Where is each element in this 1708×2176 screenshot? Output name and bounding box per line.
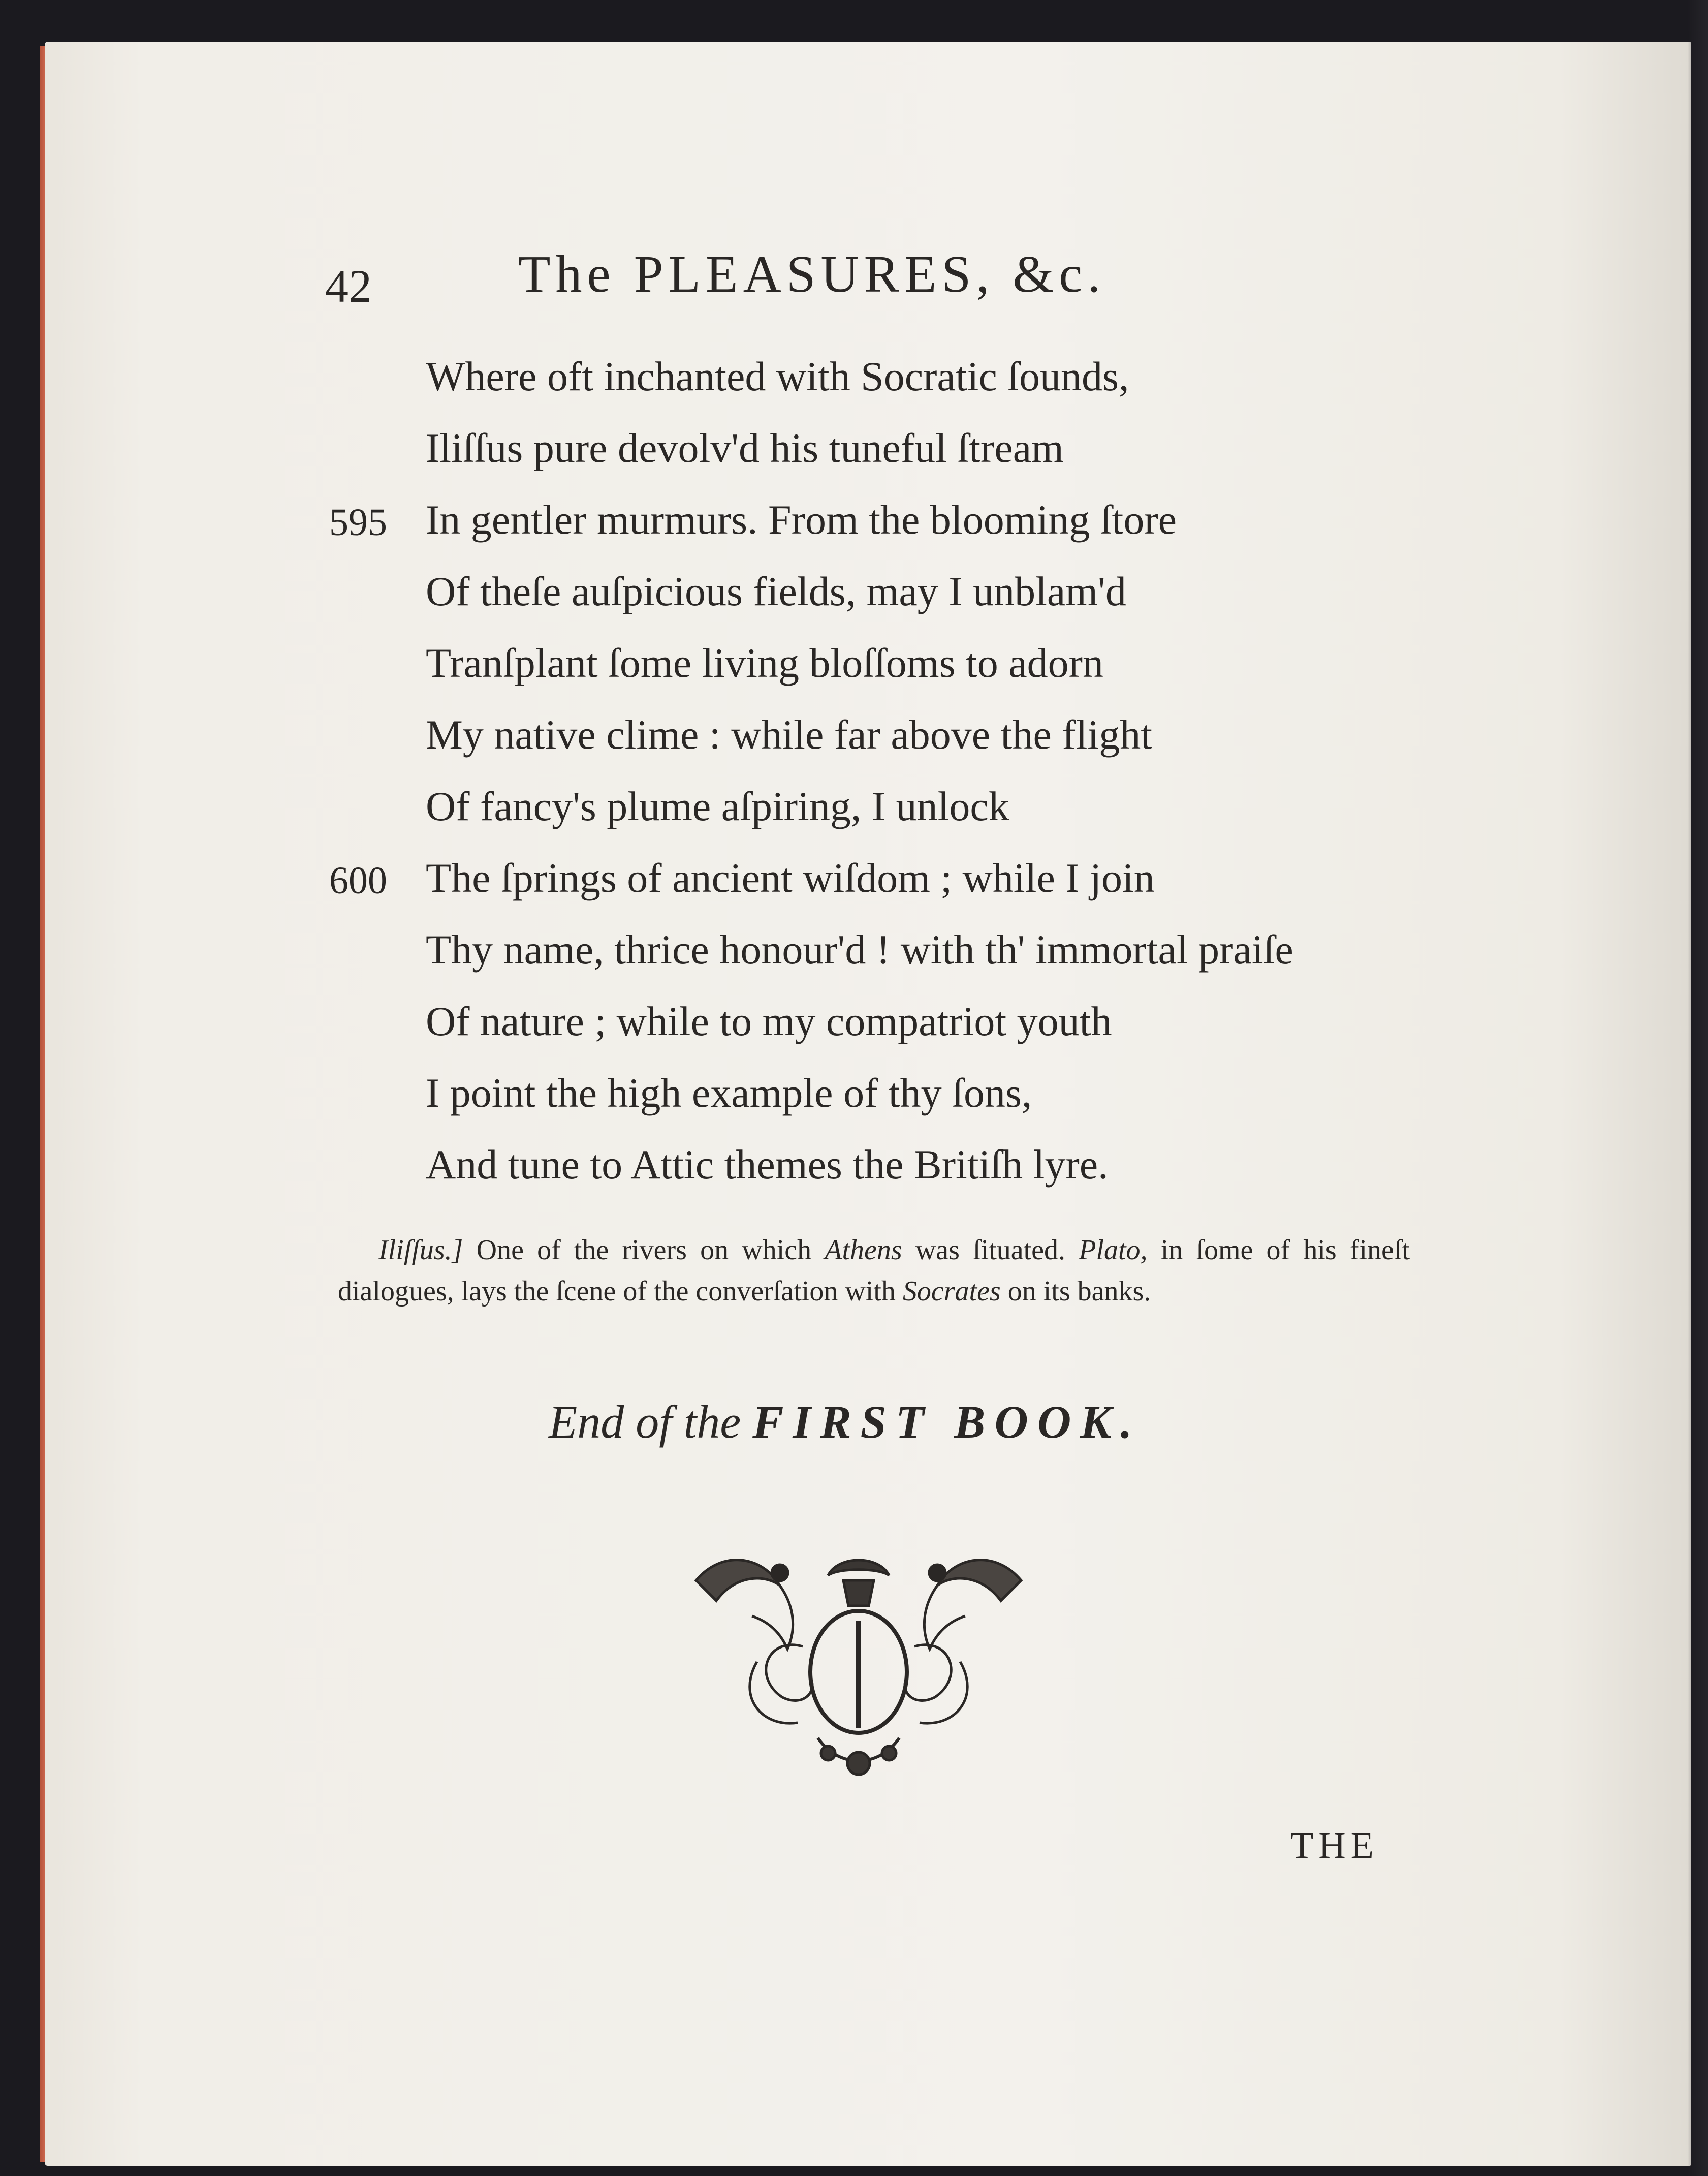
verse-line: Tranſplant ſome living bloſſoms to adorn: [426, 640, 1103, 686]
footnote-text-4: on its banks.: [1007, 1276, 1151, 1308]
footnote-body: [338, 1230, 1410, 1312]
verse-line: Where oft inchanted with Socratic ſounds,: [426, 353, 1129, 399]
footnote-person-plato: Plato,: [1079, 1234, 1148, 1266]
line-number: 600: [329, 859, 387, 902]
footnote-text-3: in ſome of his fineſt dialogues, lays the ſcene of the converſation with: [338, 1234, 1410, 1308]
catchword: THE: [1290, 1825, 1379, 1867]
verse-line: My native clime : while far above the flight: [426, 711, 1152, 758]
footnote-text-1: One of the rivers on which: [476, 1234, 812, 1266]
verse-line: Of fancy's plume aſpiring, I unlock: [426, 783, 1009, 829]
end-prefix: End of the: [549, 1396, 741, 1448]
book-end-line: [549, 1395, 1142, 1449]
verse-line: And tune to Attic themes the Britiſh lyre.: [426, 1141, 1109, 1188]
verse-line: Thy name, thrice honour'd ! with th' immortal praiſe: [426, 926, 1293, 973]
footnote-term: Iliſſus.]: [378, 1234, 463, 1266]
footnote: [338, 1230, 1410, 1312]
footnote-person-socrates: Socrates: [902, 1276, 1001, 1308]
eagles-and-urn-tailpiece-icon: [676, 1545, 1041, 1784]
verse-line: In gentler murmurs. From the blooming ſtore: [426, 496, 1177, 543]
running-header: [325, 239, 1260, 320]
footnote-text-2: was ſituated.: [915, 1234, 1066, 1266]
page-number: 42: [325, 260, 372, 312]
verse-line: Of nature ; while to my compatriot youth: [426, 998, 1112, 1044]
end-title: FIRST BOOK.: [752, 1396, 1142, 1448]
verse-line: The ſprings of ancient wiſdom ; while I join: [426, 855, 1155, 901]
line-number: 595: [329, 501, 387, 544]
verse-line: Of theſe auſpicious fields, may I unblam'd: [426, 568, 1126, 614]
binding-shadow: [1688, 0, 1708, 2176]
running-title: The PLEASURES, &c.: [518, 245, 1106, 303]
footnote-place: Athens: [825, 1234, 902, 1266]
verse-line: Iliſſus pure devolv'd his tuneful ſtream: [426, 425, 1064, 471]
verse-line: I point the high example of thy ſons,: [426, 1070, 1032, 1116]
